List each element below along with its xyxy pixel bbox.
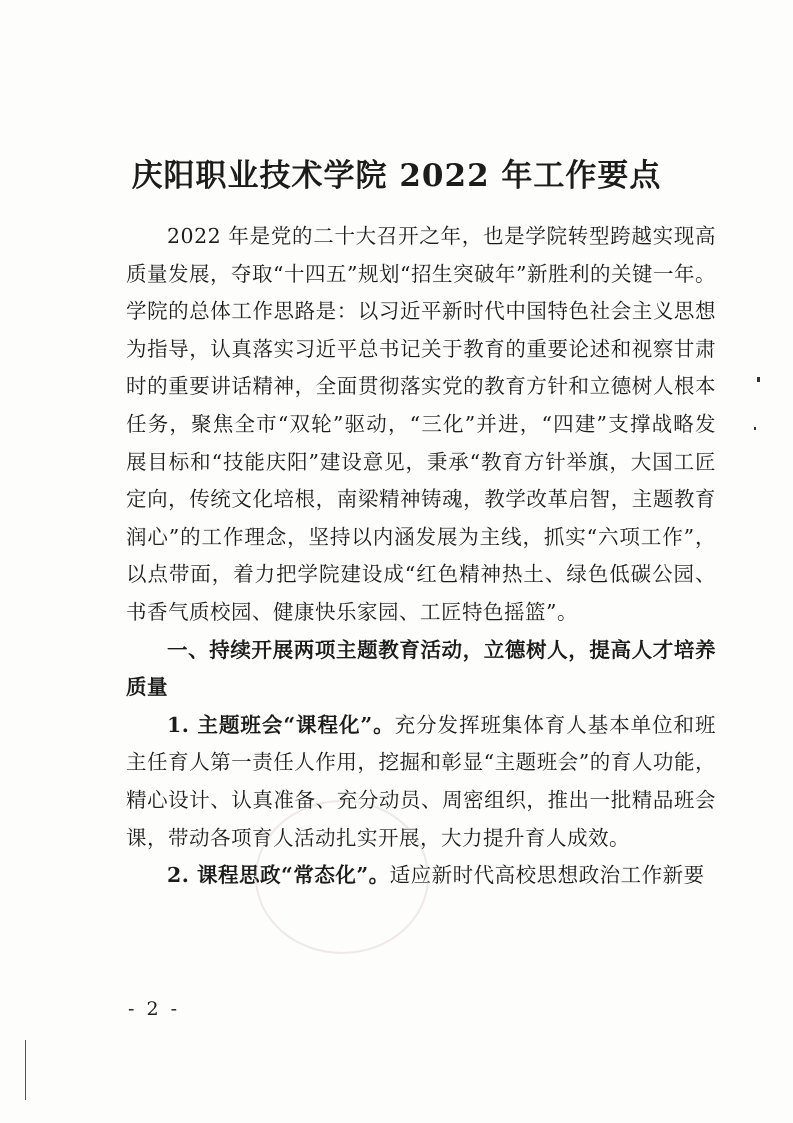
item-1-paragraph [126, 707, 716, 857]
scan-speck [757, 377, 760, 382]
page-number: - 2 - [128, 998, 181, 1020]
document-title: 庆阳职业技术学院 2022 年工作要点 [131, 158, 662, 194]
item-2-text: 适应新时代高校思想政治工作新要 [389, 863, 705, 888]
item-1-text: 充分发挥班集体育人基本单位和班主任育人第一责任人作用，挖掘和彰显“主题班会”的育人功能，精心设计、认真准备、充分动员、周密组织，推出一批精品班会课，带动各项育人活动扎实开展，大力提升育人成效。 [126, 712, 717, 850]
document-body [126, 218, 716, 895]
scan-edge-line [25, 1040, 26, 1100]
intro-paragraph: 2022 年是党的二十大召开之年，也是学院转型跨越实现高质量发展，夺取“十四五”规划“招生突破年”新胜利的关键一年。学院的总体工作思路是：以习近平新时代中国特色社会主义思想为指导，认真落实习近平总书记关于教育的重要论述和视察甘肃时的重要讲话精神，全面贯彻落实党的教育方针和立德树人根本任务，聚焦全市“双轮”驱动，“三化”并进，“四建”支撑战略发展目标和“技能庆阳”建设意见，秉承“教育方针举旗，大国工匠定向，传统文化培根，南梁精神铸魂，教学改革启智，主题教育润心”的工作理念，坚持以内涵发展为主线，抓实“六项工作”，以点带面，着力把学院建设成“红色精神热土、绿色低碳公园、书香气质校园、健康快乐家园、工匠特色摇篮”。 [126, 224, 716, 624]
item-2-heading: 2. 课程思政“常态化”。 [167, 863, 390, 888]
item-1-heading: 1. 主题班会“课程化”。 [167, 712, 395, 737]
section-heading-1: 一、持续开展两项主题教育活动，立德树人，提高人才培养质量 [126, 637, 716, 700]
scan-speck [754, 427, 756, 430]
item-2-paragraph [126, 857, 716, 895]
